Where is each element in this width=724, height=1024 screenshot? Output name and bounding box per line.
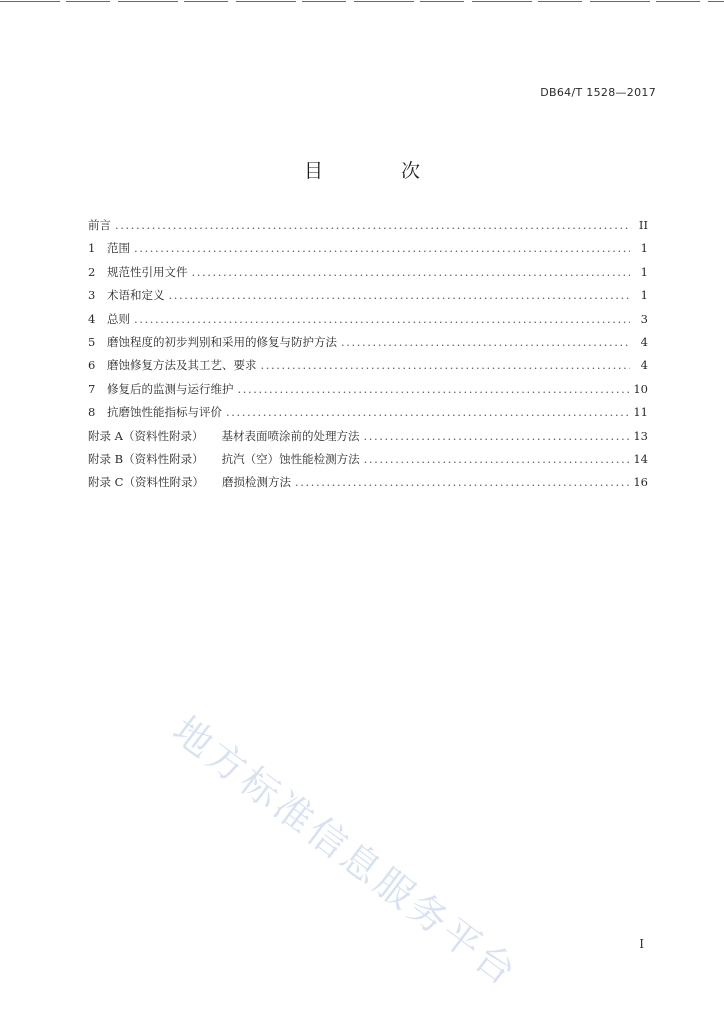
toc-row-appendix-a[interactable] xyxy=(88,425,648,448)
toc-entry-label: 范围 xyxy=(107,241,130,256)
toc-leader-dots xyxy=(364,448,630,471)
toc-row-foreword[interactable] xyxy=(88,214,648,237)
toc-entry-page: 1 xyxy=(640,288,648,303)
toc-row-appendix-c[interactable] xyxy=(88,471,648,494)
toc-entry-label: 修复后的监测与运行维护 xyxy=(107,381,234,396)
toc-row-appendix-b[interactable] xyxy=(88,448,648,471)
toc-entry-label: 术语和定义 xyxy=(107,288,165,303)
toc-title: 目 次 xyxy=(303,160,457,182)
toc-entry-page: 4 xyxy=(640,334,648,349)
toc-entry-page: 11 xyxy=(633,405,648,420)
toc-entry-number: 8 xyxy=(88,405,96,420)
toc-row-performance-evaluation[interactable] xyxy=(88,401,648,424)
watermark-text: 地方标准信息服务平台 xyxy=(164,707,527,996)
toc-entry-number: 2 xyxy=(88,264,96,279)
toc-entry-number: 3 xyxy=(88,288,96,303)
toc-entry-page: 3 xyxy=(640,311,648,326)
toc-entry-page: II xyxy=(638,218,648,232)
toc-appendix-tag: 附录 C（资料性附录） xyxy=(88,475,204,490)
toc-leader-dots xyxy=(238,378,630,401)
toc-leader-dots xyxy=(134,237,630,260)
toc-entry-number: 6 xyxy=(88,358,96,373)
toc-entry-number: 1 xyxy=(88,241,96,256)
toc-entry-label: 总则 xyxy=(107,311,130,326)
toc-entry-label: 抗磨蚀性能指标与评价 xyxy=(107,405,222,420)
toc-entry-label: 基材表面喷涂前的处理方法 xyxy=(221,428,360,443)
toc-entry-page: 13 xyxy=(633,428,648,443)
toc-row-general[interactable] xyxy=(88,308,648,331)
toc-entry-label: 规范性引用文件 xyxy=(107,264,188,279)
toc-entry-label: 抗汽（空）蚀性能检测方法 xyxy=(221,451,360,466)
toc-leader-dots xyxy=(363,425,629,448)
toc-entry-page: 4 xyxy=(640,358,648,373)
toc-row-terms-definitions[interactable] xyxy=(88,284,648,307)
toc-row-normative-references[interactable] xyxy=(88,261,648,284)
toc-leader-dots xyxy=(295,471,629,494)
toc-entry-label: 前言 xyxy=(88,218,111,232)
toc-leader-dots xyxy=(341,331,630,354)
toc-row-scope[interactable] xyxy=(88,237,648,260)
toc-entry-label: 磨蚀程度的初步判别和采用的修复与防护方法 xyxy=(107,334,337,349)
toc-row-preliminary-assessment[interactable] xyxy=(88,331,648,354)
toc-entry-page: 1 xyxy=(640,264,648,279)
page-number: I xyxy=(639,937,644,951)
toc-leader-dots xyxy=(226,401,629,424)
toc-entry-number: 5 xyxy=(88,334,96,349)
toc-appendix-tag: 附录 A（资料性附录） xyxy=(88,428,204,443)
document-code: DB64/T 1528—2017 xyxy=(540,86,656,99)
toc-leader-dots xyxy=(169,284,631,307)
toc-leader-dots xyxy=(261,354,631,377)
toc-row-monitoring-maintenance[interactable] xyxy=(88,378,648,401)
toc-entry-label: 磨损检测方法 xyxy=(221,475,291,490)
toc-leader-dots xyxy=(134,308,630,331)
toc-leader-dots xyxy=(192,261,631,284)
toc-entry-label: 磨蚀修复方法及其工艺、要求 xyxy=(107,358,257,373)
toc-entry-number: 4 xyxy=(88,311,96,326)
toc-entry-page: 16 xyxy=(633,475,648,490)
toc-entry-page: 10 xyxy=(633,381,648,396)
toc-leader-dots xyxy=(115,214,630,237)
toc-row-repair-methods[interactable] xyxy=(88,354,648,377)
toc-entry-number: 7 xyxy=(88,381,96,396)
table-of-contents xyxy=(88,214,648,495)
toc-appendix-tag: 附录 B（资料性附录） xyxy=(88,451,204,466)
toc-entry-page: 14 xyxy=(633,451,648,466)
top-scan-rule xyxy=(0,1,724,2)
toc-entry-page: 1 xyxy=(640,241,648,256)
